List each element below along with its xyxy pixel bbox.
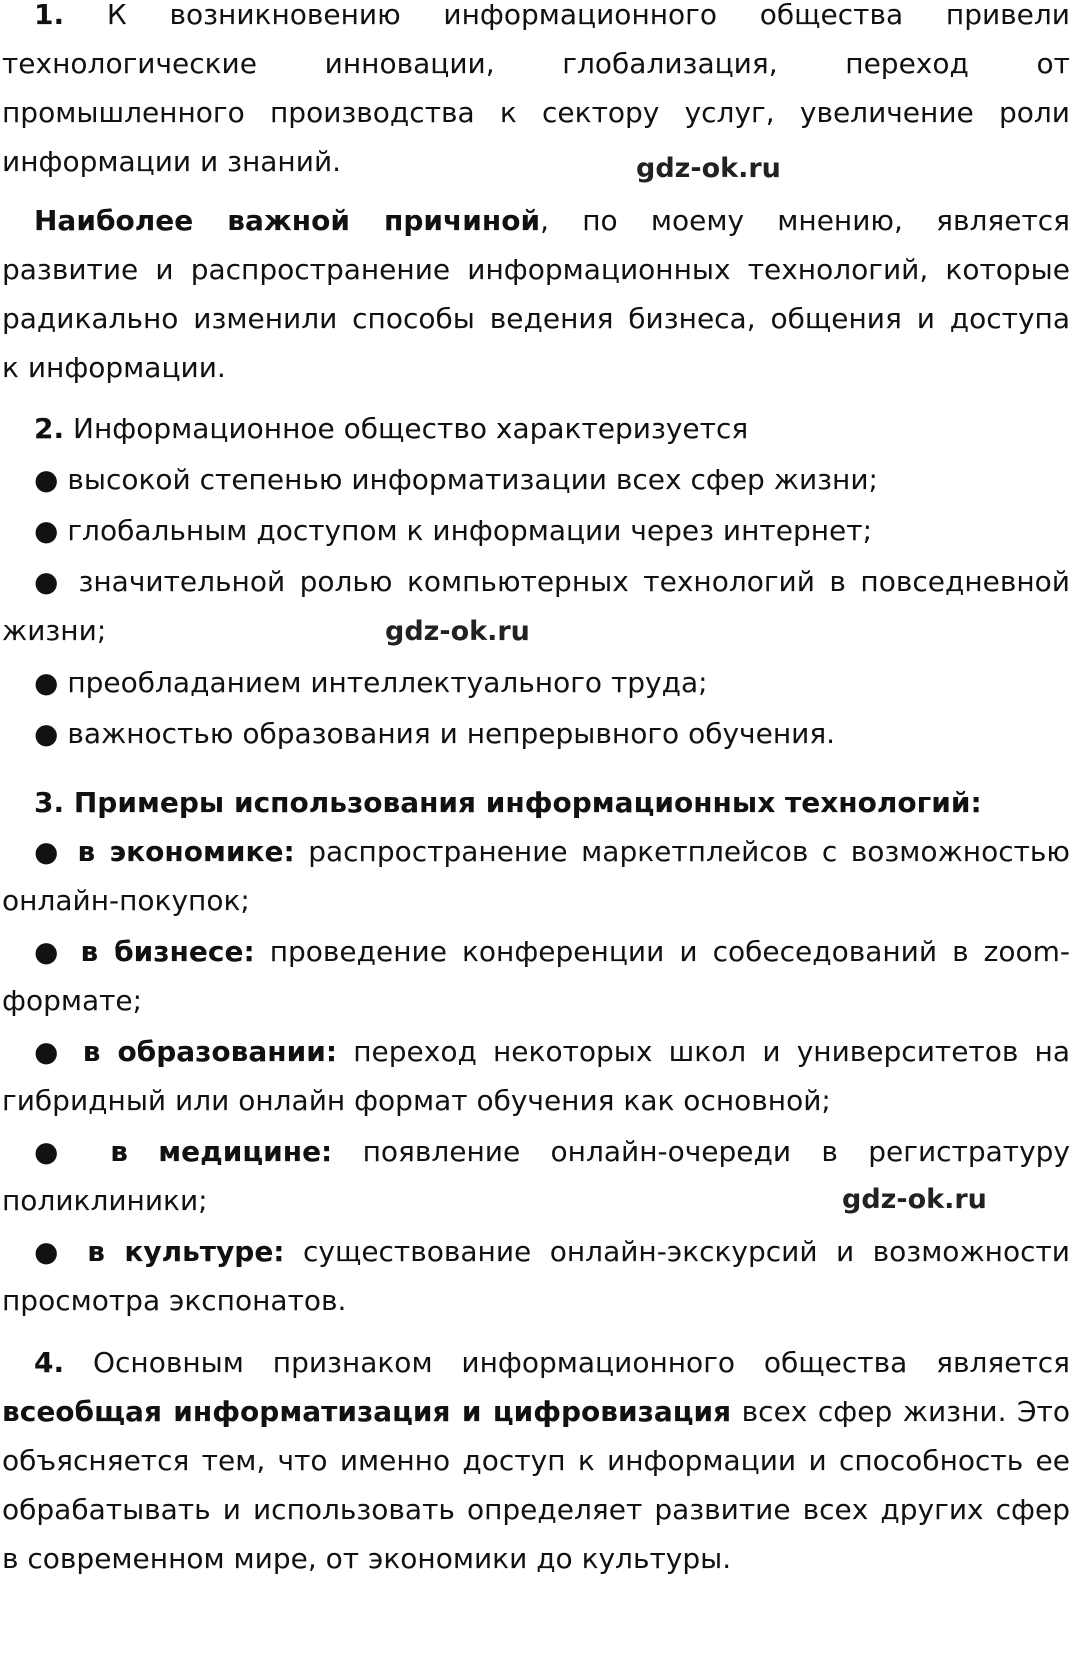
watermark-2: gdz-ok.ru (385, 616, 530, 647)
answer1-p2-line2: развитие и распространение информационных технологий, которые (2, 253, 1070, 286)
answer3-business-line1: ● в бизнесе: проведение конференции и собеседований в zoom- (34, 935, 1070, 968)
answer3-economy-line1: ● в экономике: распространение маркетплейсов с возможностью (34, 835, 1070, 868)
answer2-item: ● глобальным доступом к информации через интернет; (34, 514, 873, 547)
answer1-line3: промышленного производства к сектору услуг, увеличение роли (2, 96, 1070, 129)
answer4-number: 4. (34, 1346, 65, 1379)
answer1-key-phrase: Наиболее важной причиной (34, 204, 541, 237)
answer2-item-continuation: жизни; (2, 614, 107, 647)
answer3-education-line1: ● в образовании: переход некоторых школ и университетов на (34, 1035, 1070, 1068)
answer1-p2-line4: к информации. (2, 351, 226, 384)
watermark-3: gdz-ok.ru (842, 1184, 987, 1215)
answer3-education-line2: гибридный или онлайн формат обучения как основной; (2, 1084, 831, 1117)
answer1-p2-line3: радикально изменили способы ведения бизнеса, общения и доступа (2, 302, 1070, 335)
answer2-item: ● важностью образования и непрерывного обучения. (34, 717, 836, 750)
answer3-economy-line2: онлайн-покупок; (2, 884, 250, 917)
answer1-p2-line1: Наиболее важной причиной, по моему мнению, является (34, 204, 1070, 237)
answer3-economy-label: ● в экономике: (34, 835, 295, 868)
answer2-number: 2. (34, 412, 65, 445)
answer2-item: ● значительной ролью компьютерных технологий в повседневной (34, 565, 1070, 598)
answer2-item: ● высокой степенью информатизации всех сфер жизни; (34, 463, 878, 496)
answer4-line2: всеобщая информатизация и цифровизация всех сфер жизни. Это (2, 1395, 1070, 1428)
answer4-key-phrase: всеобщая информатизация и цифровизация (2, 1395, 732, 1428)
answer2-intro: 2. Информационное общество характеризуется (34, 412, 749, 445)
answer3-medicine-line1: ● в медицине: появление онлайн-очереди в регистратуру (34, 1135, 1070, 1168)
answer3-business-label: ● в бизнесе: (34, 935, 255, 968)
answer3-culture-line2: просмотра экспонатов. (2, 1284, 347, 1317)
answer1-number: 1. (34, 0, 65, 31)
watermark-1: gdz-ok.ru (636, 153, 781, 184)
answer3-culture-line1: ● в культуре: существование онлайн-экскурсий и возможности (34, 1235, 1070, 1268)
answer3-education-label: ● в образовании: (34, 1035, 338, 1068)
answer3-medicine-label: медицине: (158, 1135, 333, 1168)
answer3-culture-label: ● в культуре: (34, 1235, 285, 1268)
answer4-line3: объясняется тем, что именно доступ к информации и способность ее (2, 1444, 1070, 1477)
answer3-medicine-line2: поликлиники; (2, 1184, 208, 1217)
answer1-line1: 1. К возникновению информационного общества привели (34, 0, 1070, 31)
answer4-line1: 4. Основным признаком информационного общества является (34, 1346, 1070, 1379)
answer1-line4: информации и знаний. (2, 145, 342, 178)
answer3-heading: 3. Примеры использования информационных технологий: (34, 786, 982, 819)
answer4-line4: обрабатывать и использовать определяет развитие всех других сфер (2, 1493, 1070, 1526)
answer3-business-line2: формате; (2, 984, 143, 1017)
answer4-line5: в современном мире, от экономики до культуры. (2, 1542, 732, 1575)
answer1-line2: технологические инновации, глобализация, переход от (2, 47, 1070, 80)
answer2-item: ● преобладанием интеллектуального труда; (34, 666, 708, 699)
